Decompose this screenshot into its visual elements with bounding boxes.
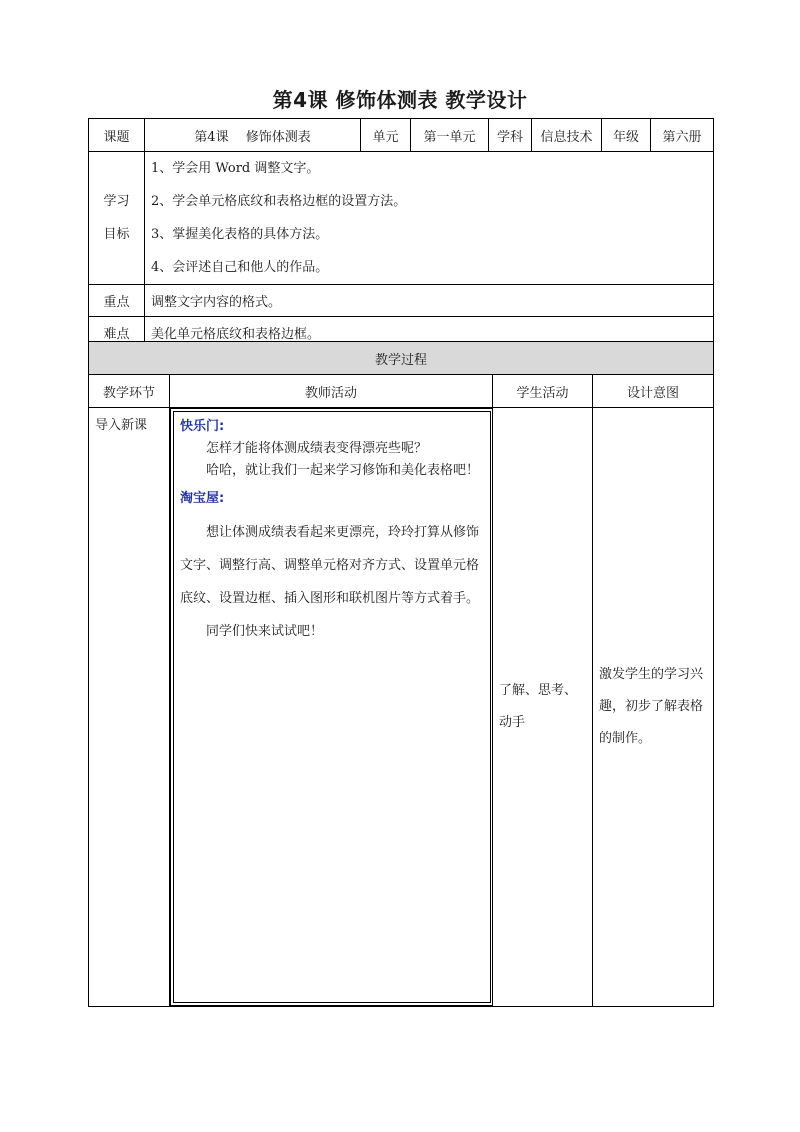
grade-value: 第六册: [651, 119, 714, 152]
goals-label-line2: 目标: [103, 227, 130, 242]
design-intent-cell: 激发学生的学习兴趣，初步了解表格的制作。: [593, 408, 714, 1007]
teacher-paragraph: 同学们快来试试吧！: [206, 624, 324, 639]
difficulty-label: 难点: [89, 317, 145, 349]
lesson-info-table: [88, 118, 714, 349]
key-point-row: [89, 285, 714, 317]
grade-label: 年级: [602, 119, 651, 152]
header-student: 学生活动: [493, 375, 593, 408]
process-banner: 教学过程: [89, 342, 714, 375]
subject-value: 信息技术: [532, 119, 602, 152]
section-heading-happy-door: 快乐门:: [180, 419, 225, 434]
stage-cell: 导入新课: [89, 408, 170, 1007]
header-stage: 教学环节: [89, 375, 170, 408]
difficulty-value: 美化单元格底纹和表格边框。: [145, 317, 714, 349]
teacher-line: 哈哈，就让我们一起来学习修饰和美化表格吧！: [206, 463, 480, 478]
header-intent: 设计意图: [593, 375, 714, 408]
goals-label-line1: 学习: [103, 194, 130, 209]
teaching-process-table: [88, 341, 714, 1007]
goals-label: [89, 152, 145, 285]
unit-label: 单元: [361, 119, 411, 152]
goals-row: [89, 152, 714, 285]
key-point-label: 重点: [89, 285, 145, 317]
process-banner-row: [89, 342, 714, 375]
student-activity-cell: 了解、思考、动手: [493, 408, 593, 1007]
subject-label: 学科: [489, 119, 532, 152]
process-header-row: [89, 375, 714, 408]
teacher-paragraph: 想让体测成绩表看起来更漂亮，玲玲打算从修饰文字、调整行高、调整单元格对齐方式、设置单元格底纹、设置边框、插入图形和联机图片等方式着手。: [180, 525, 480, 606]
process-row: [89, 408, 714, 1007]
header-teacher: 教师活动: [170, 375, 493, 408]
topic-value: 第4课 修饰体测表: [145, 119, 361, 152]
info-row: [89, 119, 714, 152]
goal-item: 4、会评述自己和他人的作品。: [151, 260, 329, 275]
topic-label: 课题: [89, 119, 145, 152]
goal-item: 2、学会单元格底纹和表格边框的设置方法。: [151, 194, 407, 209]
page-title: 第4课 修饰体测表 教学设计: [272, 88, 528, 112]
teacher-activity-box: [173, 411, 491, 1003]
key-point-value: 调整文字内容的格式。: [145, 285, 714, 317]
section-heading-treasure-house: 淘宝屋:: [180, 491, 225, 506]
goal-item: 1、学会用 Word 调整文字。: [151, 161, 320, 176]
teacher-line: 怎样才能将体测成绩表变得漂亮些呢？: [206, 441, 428, 456]
goal-item: 3、掌握美化表格的具体方法。: [151, 227, 329, 242]
goals-list: [145, 152, 714, 285]
unit-value: 第一单元: [411, 119, 489, 152]
teacher-activity-cell: [170, 408, 493, 1007]
